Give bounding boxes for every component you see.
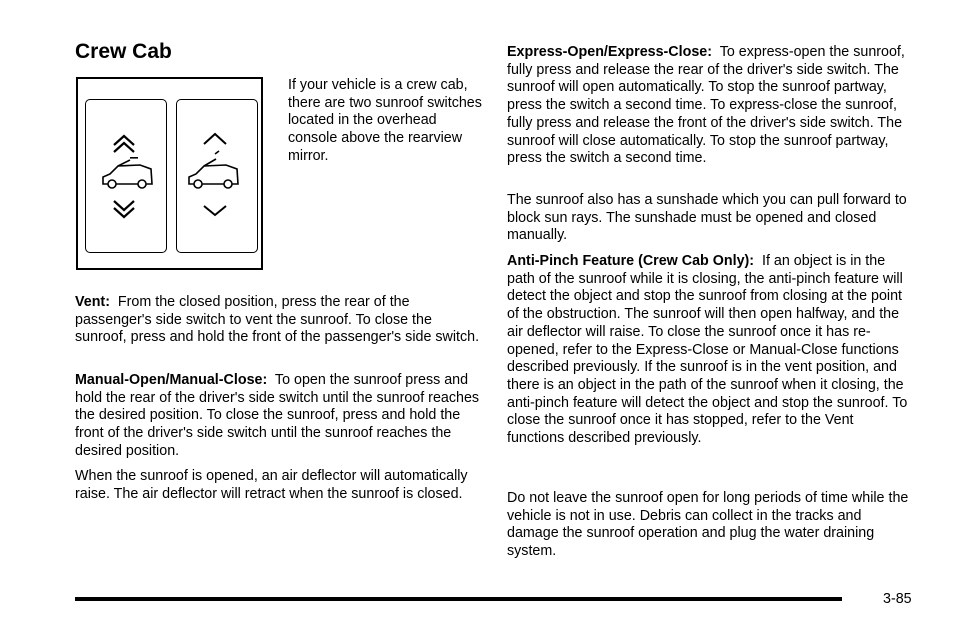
section-heading: Crew Cab — [75, 40, 172, 63]
passenger-switch-symbols — [84, 98, 166, 252]
footer-rule — [75, 597, 842, 601]
antipinch-lead: Anti-Pinch Feature (Crew Cab Only): — [507, 253, 755, 269]
intro-paragraph: If your vehicle is a crew cab, there are two sunroof switches located in the overhead console above the rearview mirror. — [288, 77, 482, 164]
driver-sunroof-switch — [176, 99, 258, 253]
vehicle-sunroof-icon — [189, 151, 238, 188]
passenger-sunroof-switch — [85, 99, 167, 253]
vehicle-vent-icon — [103, 157, 152, 188]
antipinch-paragraph — [507, 253, 912, 448]
warning-paragraph: Do not leave the sunroof open for long periods of time while the vehicle is not in use. Debris can collect in the tracks and damage the sunroof operation and plug the water draining system. — [507, 490, 909, 560]
chevron-up-icon — [204, 134, 226, 144]
double-chevron-up-icon — [114, 136, 134, 152]
driver-switch-symbols — [175, 98, 257, 252]
sunroof-switch-figure — [76, 77, 263, 270]
express-lead: Express-Open/Express-Close: — [507, 44, 713, 60]
deflector-paragraph: When the sunroof is opened, an air deflector will automatically raise. The air deflector will retract when the sunroof is closed. — [75, 468, 468, 502]
sunshade-paragraph: The sunroof also has a sunshade which you can pull forward to block sun rays. The sunshade must be opened and closed manually. — [507, 192, 907, 244]
double-chevron-down-icon — [114, 201, 134, 217]
vent-lead: Vent: — [75, 294, 110, 310]
express-paragraph — [507, 44, 912, 168]
vent-text: From the closed position, press the rear of the passenger's side switch to vent the sunroof. To close the sunroof, press and hold the front of the passenger's side switch. — [75, 294, 480, 346]
page-number: 3-85 — [883, 591, 912, 607]
antipinch-text: If an object is in the path of the sunroof while it is closing, the anti-pinch feature will detect the object and stop the sunroof from closing at the point of the obstruction. The sunroof will then open halfway, and the air deflector will raise. To close the sunroof once it has re-opened, refer to the Express-Close or Manual-Close functions described previously. If the sunroof is in the vent position, and there is an object in the path of the sunroof when it closing, the anti-pinch feature will detect the object and stop the sunroof. To close the sunroof once it has stopped, refer to the Vent functions described previously. — [507, 253, 908, 447]
express-text: To express-open the sunroof, fully press and release the rear of the driver's side switch. The sunroof will open automatically. To stop the sunroof partway, press the switch a second time. To express-close the sunroof, fully press and release the front of the driver's side switch. The sunroof will close automatically. To stop the sunroof partway, press the switch a second time. — [507, 44, 905, 167]
vent-paragraph — [75, 294, 480, 347]
chevron-down-icon — [204, 206, 226, 215]
manual-text: To open the sunroof press and hold the rear of the driver's side switch until the sunroof reaches the desired position. To close the sunroof, press and hold the front of the driver's side switch until the sunroof reaches the desired position. — [75, 372, 480, 459]
manual-paragraph — [75, 372, 480, 461]
manual-lead: Manual-Open/Manual-Close: — [75, 372, 268, 388]
